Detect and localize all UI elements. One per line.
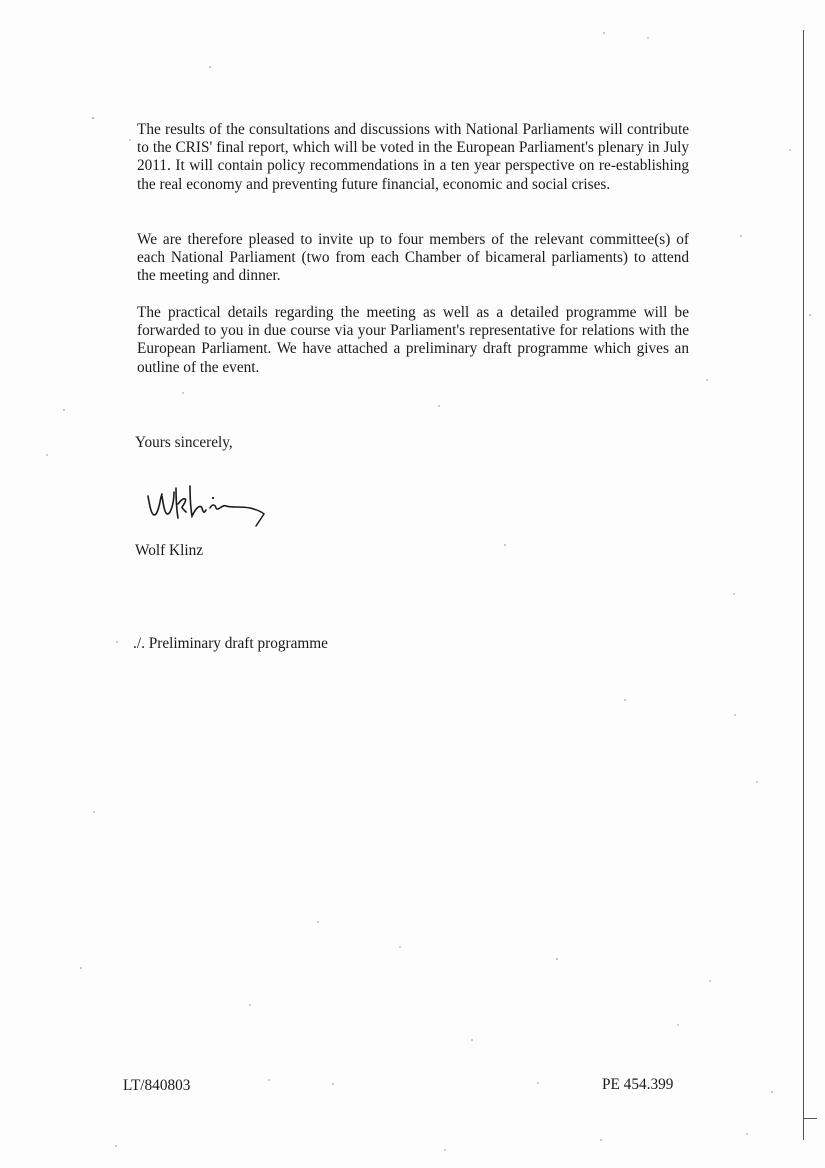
enclosure-note: ./. Preliminary draft programme bbox=[133, 635, 328, 652]
page-edge-tick bbox=[803, 1118, 817, 1119]
handwritten-signature bbox=[140, 478, 280, 538]
footer-reference: LT/840803 bbox=[123, 1077, 191, 1094]
paragraph-invitation: We are therefore pleased to invite up to four members of the relevant committee(s) of each National Parliament (two from each Chamber of bicameral parliaments) to attend the meeting and dinner. bbox=[137, 231, 689, 285]
paragraph-consultations: The results of the consultations and discussions with National Parliaments will contribute to the CRIS' final report, which will be voted in the European Parliament's plenary in July 2011. It will contain policy recommendations in a ten year perspective on re-establishing the real economy and preventing future financial, economic and social crises. bbox=[137, 121, 689, 193]
page-edge-line bbox=[803, 30, 804, 1140]
footer-pe-number: PE 454.399 bbox=[602, 1076, 674, 1093]
signer-name: Wolf Klinz bbox=[135, 542, 204, 559]
paragraph-practical-details: The practical details regarding the meeting as well as a detailed programme will be forwarded to you in due course via your Parliament's representative for relations with the European Parliament. We have attached a preliminary draft programme which gives an outline of the event. bbox=[137, 304, 689, 376]
closing-salutation: Yours sincerely, bbox=[135, 434, 233, 451]
